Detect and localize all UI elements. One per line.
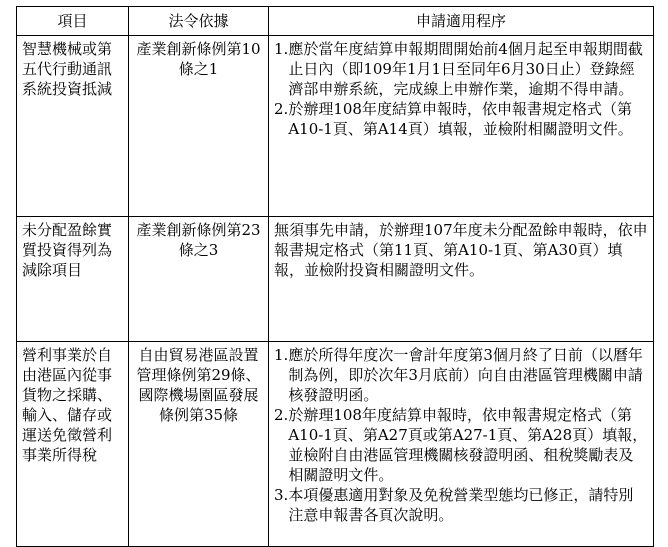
procedure-cell xyxy=(269,342,654,547)
procedure-step xyxy=(274,485,648,525)
step-number: 2. xyxy=(274,406,289,424)
header-procedure: 申請適用程序 xyxy=(269,7,654,36)
header-law: 法令依據 xyxy=(129,7,269,36)
step-text: 應於所得年度次一會計年度第3個月終了日前（以曆年制為例，即於次年3月底前）向自由港區管理機關申請核發證明函。 xyxy=(288,346,643,404)
item-cell: 智慧機械或第五代行動通訊系統投資抵減 xyxy=(17,36,129,217)
procedure-step xyxy=(274,345,648,405)
law-cell: 自由貿易港區設置管理條例第29條、國際機場園區發展條例第35條 xyxy=(129,342,269,547)
header-item: 項目 xyxy=(17,7,129,36)
procedure-steps xyxy=(274,345,648,525)
step-text: 於辦理108年度結算申報時，依申報書規定格式（第A10-1頁、第A14頁）填報，並檢附相關證明文件。 xyxy=(288,100,633,138)
procedure-cell xyxy=(269,36,654,217)
step-number: 3. xyxy=(274,486,289,504)
procedure-step xyxy=(274,39,648,99)
step-text: 於辦理108年度結算申報時，依申報書規定格式（第A10-1頁、第A27頁或第A27-1頁、第A28頁）填報，並檢附自由港區管理機關核發證明函、租稅獎勵表及相關證明文件。 xyxy=(288,406,648,484)
procedure-cell: 無須事先申請，於辦理107年度未分配盈餘申報時，依申報書規定格式（第11頁、第A10-1頁、第A30頁）填報，並檢附投資相關證明文件。 xyxy=(269,217,654,342)
table-header-row xyxy=(17,7,654,36)
item-cell: 營利事業於自由港區內從事貨物之採購、輸入、儲存或運送免徵營利事業所得稅 xyxy=(17,342,129,547)
law-cell: 產業創新條例第10條之1 xyxy=(129,36,269,217)
tax-incentive-table xyxy=(16,6,654,547)
step-number: 1. xyxy=(274,40,289,58)
law-cell: 產業創新條例第23條之3 xyxy=(129,217,269,342)
step-number: 1. xyxy=(274,346,289,364)
table-row xyxy=(17,36,654,217)
step-number: 2. xyxy=(274,100,289,118)
procedure-step xyxy=(274,405,648,485)
step-text: 應於當年度結算申報期間開始前4個月起至申報期間截止日內（即109年1月1日至同年6月30日止）登錄經濟部申辦系統，完成線上申辦作業，逾期不得申請。 xyxy=(288,40,643,98)
table-row xyxy=(17,342,654,547)
procedure-step xyxy=(274,99,648,139)
item-cell: 未分配盈餘實質投資得列為減除項目 xyxy=(17,217,129,342)
table-row xyxy=(17,217,654,342)
step-text: 本項優惠適用對象及免稅營業型態均已修正，請特別注意申報書各頁次說明。 xyxy=(288,486,634,524)
procedure-steps xyxy=(274,39,648,139)
